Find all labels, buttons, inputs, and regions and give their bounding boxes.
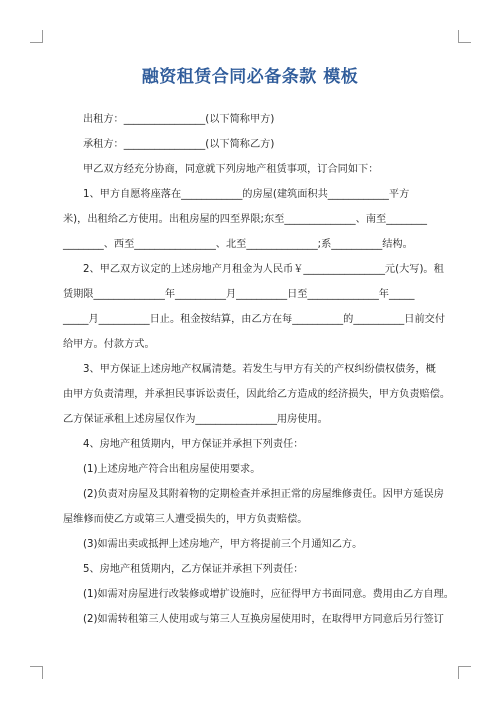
clause-4-heading: 4、房地产租赁期内，甲方保证并承担下列责任： — [83, 439, 304, 450]
clause-2-line-2: 赁期限______________年__________月__________日至______________年_____ — [63, 289, 415, 300]
clause-4-item-3: (3)如需出卖或抵押上述房地产，甲方将提前三个月通知乙方。 — [83, 539, 363, 550]
document-body — [63, 107, 454, 632]
corner-mark-bottom-right — [458, 666, 471, 679]
clause-3-line-2: 由甲方负责清理，并承担民事诉讼责任，因此给乙方造成的经济损失，甲方负责赔偿。 — [63, 389, 451, 400]
corner-mark-bottom-left — [30, 666, 43, 679]
clause-4-item-2-line-1: (2)负责对房屋及其附着物的定期检查并承担正常的房屋维修责任。因甲方延误房 — [83, 489, 444, 500]
clause-2-line-4: 给甲方。付款方式。 — [63, 339, 155, 350]
clause-2-line-1: 2、甲乙双方议定的上述房地产月租金为人民币￥________________元(大写)。租 — [83, 264, 444, 275]
clause-4-item-2-line-2: 屋维修而使乙方或第三人遭受损失的，甲方负责赔偿。 — [63, 514, 308, 525]
lessee-line: 承租方：________________(以下简称乙方) — [83, 139, 275, 150]
corner-mark-top-right — [458, 30, 471, 43]
lessor-line: 出租方：________________(以下简称甲方) — [83, 114, 275, 125]
clause-1-line-2: 米)，出租给乙方使用。出租房屋的四至界限;东至______________、南至________ — [63, 214, 427, 225]
clause-5-item-2: (2)如需转租第三人使用或与第三人互换房屋使用时，在取得甲方同意后另行签订 — [83, 614, 444, 625]
corner-mark-top-left — [30, 30, 43, 43]
clause-1-line-1: 1、甲方自愿将座落在____________的房屋(建筑面积共____________平方 — [83, 189, 410, 200]
document-title: 融资租赁合同必备条款 模板 — [141, 67, 359, 87]
clause-3-line-1: 3、甲方保证上述房地产权属清楚。若发生与甲方有关的产权纠纷债权债务，概 — [83, 364, 436, 375]
clause-4-item-1: (1)上述房地产符合出租房屋使用要求。 — [83, 464, 261, 475]
clause-3-line-3: 乙方保证承租上述房屋仅作为________________用房使用。 — [63, 414, 328, 425]
clause-5-heading: 5、房地产租赁期内，乙方保证并承担下列责任： — [83, 564, 304, 575]
clause-2-line-3: _____月__________日止。租金按结算，由乙方在每__________的__________日前交付 — [63, 314, 446, 325]
clause-1-line-3: ________、西至________________、北至______________;系__________结构。 — [63, 239, 413, 250]
clause-5-item-1: (1)如需对房屋进行改装修或增扩设施时，应征得甲方书面同意。费用由乙方自理。 — [83, 589, 454, 600]
intro-line: 甲乙双方经充分协商，同意就下列房地产租赁事项，订合同如下： — [83, 164, 379, 175]
